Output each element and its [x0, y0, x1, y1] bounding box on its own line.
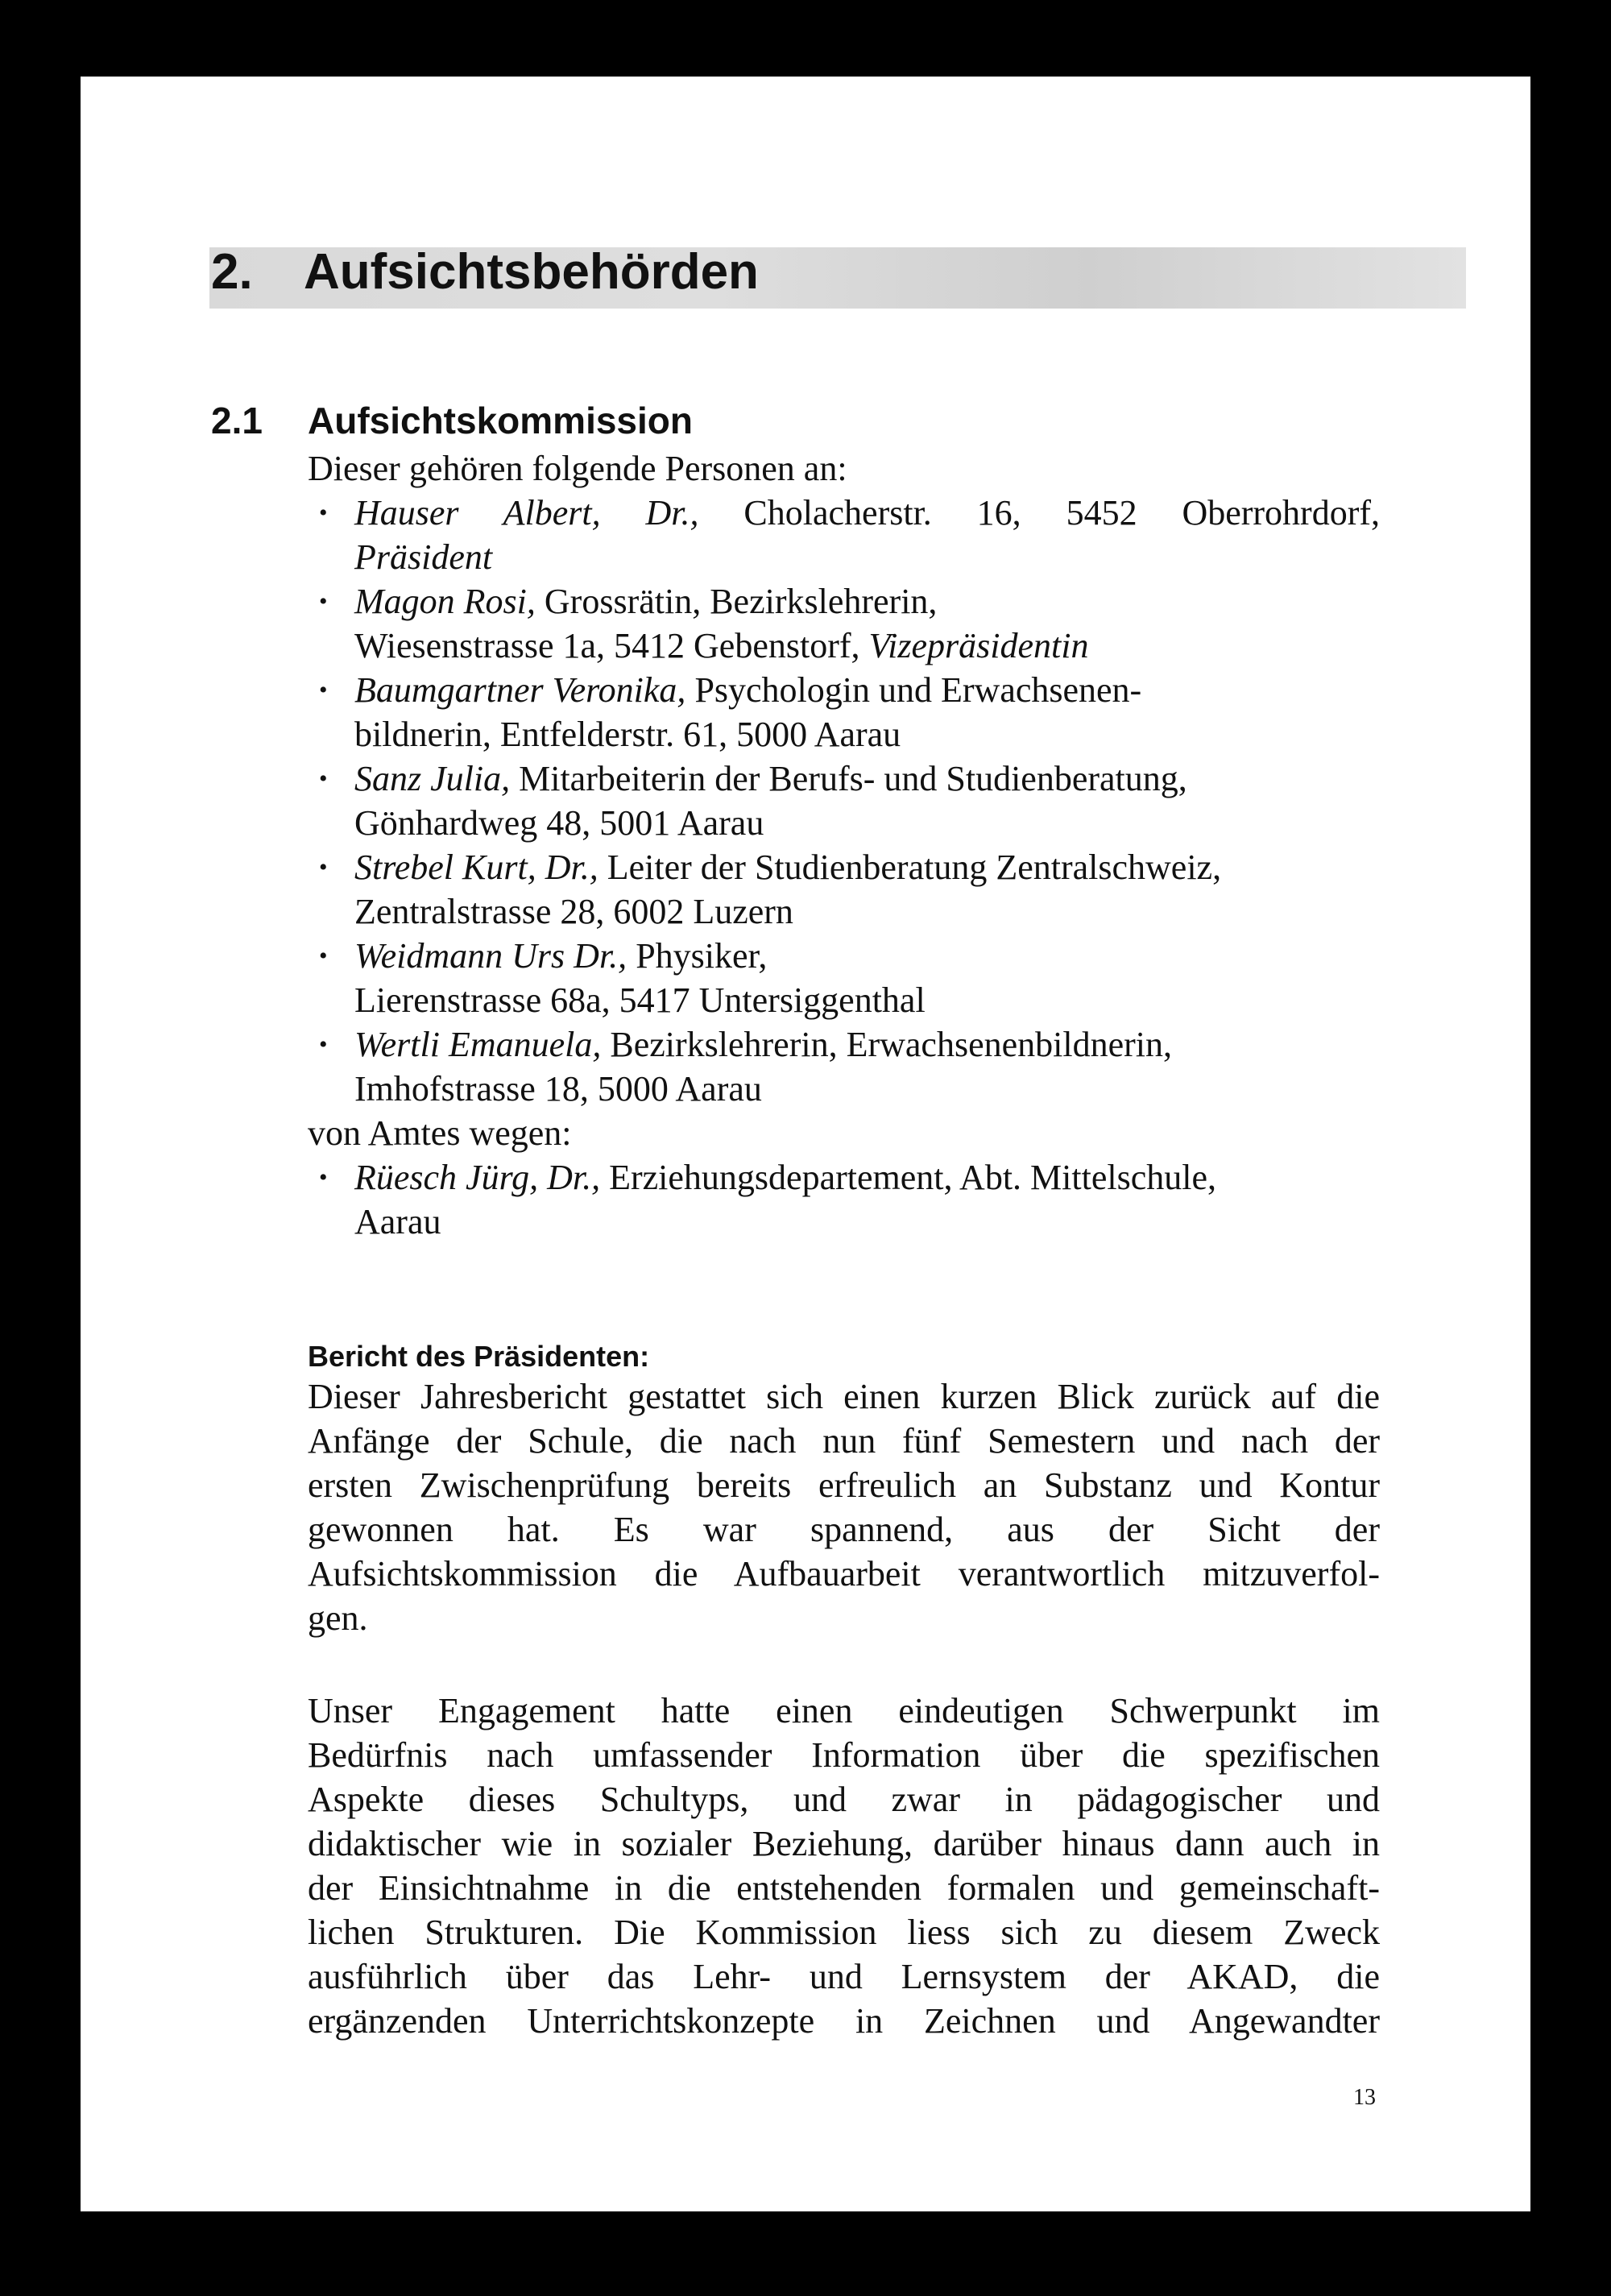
- document-page: [81, 77, 1530, 2211]
- bullet-icon: •: [319, 943, 328, 969]
- member-name: Rüesch Jürg, Dr.,: [354, 1158, 601, 1197]
- member-address: Aarau: [354, 1202, 441, 1241]
- report-heading: Bericht des Präsidenten:: [308, 1340, 650, 1373]
- bullet-icon: •: [319, 588, 328, 615]
- paragraph-line: gewonnen hat. Es war spannend, aus der Sicht der: [308, 1510, 1380, 1549]
- member-address: Imhofstrasse 18, 5000 Aarau: [354, 1069, 762, 1109]
- member-details: Erziehungsdepartement, Abt. Mittelschule,: [609, 1158, 1217, 1197]
- bullet-icon: •: [319, 1031, 328, 1058]
- member-address: Zentralstrasse 28, 6002 Luzern: [354, 892, 793, 931]
- list-item: [319, 1022, 1172, 1067]
- bullet-icon: •: [319, 677, 328, 703]
- paragraph-line: Unser Engagement hatte einen eindeutigen Schwerpunkt im: [308, 1691, 1380, 1730]
- member-details: Leiter der Studienberatung Zentralschweiz,: [607, 848, 1222, 887]
- paragraph-line: gen.: [308, 1598, 368, 1638]
- chapter-title: Aufsichtsbehörden: [304, 244, 759, 300]
- paragraph-line: ersten Zwischenprüfung bereits erfreulich an Substanz und Kontur: [308, 1465, 1380, 1505]
- paragraph-line: Anfänge der Schule, die nach nun fünf Semestern und nach der: [308, 1421, 1380, 1461]
- bullet-icon: •: [319, 854, 328, 881]
- paragraph-line: ausführlich über das Lehr- und Lernsystem der AKAD, die: [308, 1957, 1380, 1996]
- member-name: Wertli Emanuela,: [354, 1025, 602, 1064]
- member-details: Mitarbeiterin der Berufs- und Studienberatung,: [519, 759, 1187, 798]
- intro-text: Dieser gehören folgende Personen an:: [308, 449, 847, 488]
- member-name: Hauser Albert, Dr.,: [354, 493, 699, 533]
- page-number: 13: [1353, 2085, 1376, 2110]
- paragraph-line: Aufsichtskommission die Aufbauarbeit verantwortlich mitzuverfol-: [308, 1554, 1380, 1594]
- member-list-block: [308, 446, 1380, 1332]
- paragraph-line: Dieser Jahresbericht gestattet sich einen kurzen Blick zurück auf die: [308, 1377, 1380, 1416]
- paragraph-line: didaktischer wie in sozialer Beziehung, darüber hinaus dann auch in: [308, 1824, 1380, 1863]
- list-item: [319, 579, 938, 624]
- chapter-number: 2.: [211, 244, 253, 300]
- member-details: Bezirkslehrerin, Erwachsenenbildnerin,: [610, 1025, 1172, 1064]
- paragraph-line: der Einsichtnahme in die entstehenden formalen und gemeinschaft-: [308, 1868, 1380, 1908]
- list-item: [319, 668, 1142, 712]
- member-name: Baumgartner Veronika,: [354, 670, 686, 710]
- member-details: Grossrätin, Bezirkslehrerin,: [544, 582, 938, 621]
- section-title: Aufsichtskommission: [308, 400, 693, 441]
- member-name: Weidmann Urs Dr.,: [354, 936, 627, 976]
- paragraph-line: lichen Strukturen. Die Kommission liess sich zu diesem Zweck: [308, 1913, 1380, 1952]
- member-name: Magon Rosi,: [354, 582, 536, 621]
- member-name: Strebel Kurt, Dr.,: [354, 848, 598, 887]
- ex-officio-label: von Amtes wegen:: [308, 1113, 572, 1153]
- member-address: bildnerin, Entfelderstr. 61, 5000 Aarau: [354, 715, 901, 754]
- member-role: Vizepräsidentin: [868, 626, 1089, 665]
- member-details: Psychologin und Erwachsenen-: [694, 670, 1142, 710]
- member-role: Präsident: [354, 537, 493, 577]
- member-name: Sanz Julia,: [354, 759, 511, 798]
- list-item: [319, 934, 768, 978]
- report-paragraph-2: [308, 1689, 1380, 2043]
- paragraph-line: Aspekte dieses Schultyps, und zwar in pädagogischer und: [308, 1780, 1380, 1819]
- paragraph-line: Bedürfnis nach umfassender Information über die spezifischen: [308, 1735, 1380, 1775]
- list-item: [319, 845, 1222, 889]
- paragraph-line: ergänzenden Unterrichtskonzepte in Zeichnen und Angewandter: [308, 2001, 1380, 2041]
- list-item: [319, 756, 1187, 801]
- member-address: Lierenstrasse 68a, 5417 Untersiggenthal: [354, 980, 926, 1020]
- member-details: Physiker,: [636, 936, 768, 976]
- bullet-icon: •: [319, 499, 328, 526]
- section-heading: [211, 399, 693, 442]
- report-paragraph-1: [308, 1374, 1380, 1640]
- bullet-icon: •: [319, 765, 328, 792]
- member-details: Cholacherstr. 16, 5452 Oberrohrdorf,: [743, 493, 1381, 533]
- chapter-heading: [211, 243, 759, 300]
- member-address: Gönhardweg 48, 5001 Aarau: [354, 803, 764, 843]
- list-item: [319, 491, 1381, 535]
- section-number: 2.1: [211, 400, 263, 441]
- list-item: [319, 1155, 1217, 1200]
- bullet-icon: •: [319, 1164, 328, 1191]
- member-address: Wiesenstrasse 1a, 5412 Gebenstorf,: [354, 626, 860, 665]
